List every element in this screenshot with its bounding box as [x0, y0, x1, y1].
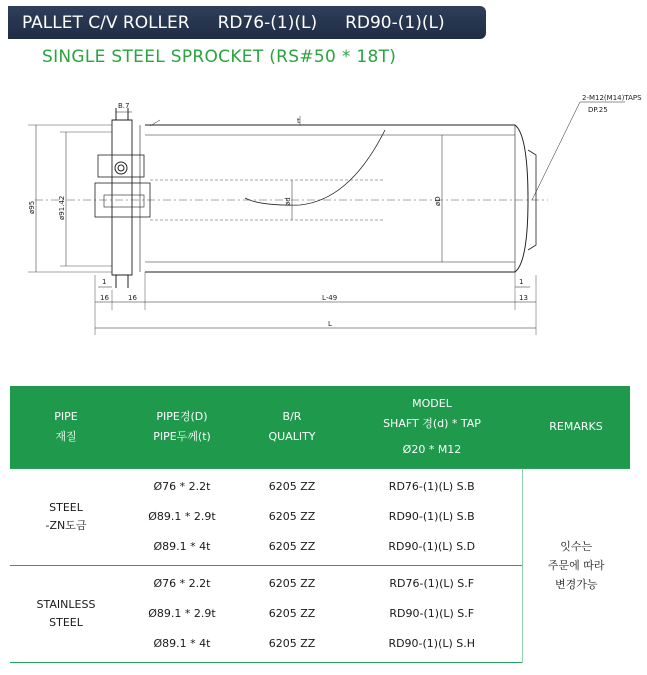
table-header-row — [10, 386, 630, 469]
dim-phi-d: ød — [284, 197, 292, 206]
subtitle: SINGLE STEEL SPROCKET (RS#50 * 18T) — [42, 47, 397, 67]
material-steel: STEEL -ZN도금 — [10, 469, 122, 566]
table-row-group-steel — [10, 469, 630, 566]
bearing-quality: 6205 ZZ — [268, 540, 316, 553]
technical-drawing — [0, 80, 647, 350]
spec-table — [10, 386, 630, 663]
pipe-size: Ø89.1 * 4t — [153, 540, 211, 553]
header-model: MODEL SHAFT 경(d) * TAP Ø20 * M12 — [342, 386, 522, 469]
dim-phi9142: ø91.42 — [58, 195, 66, 220]
dim-1-left: 1 — [102, 278, 107, 286]
bearing-quality: 6205 ZZ — [268, 577, 316, 590]
header-remarks: REMARKS — [522, 386, 630, 469]
dim-phi-D: øD — [434, 196, 442, 206]
sprocket — [112, 120, 132, 275]
dim-16b: 16 — [128, 294, 137, 302]
model-code-2: RD90-(1)(L) — [345, 12, 445, 33]
model-code-1: RD76-(1)(L) — [217, 12, 318, 33]
bearing-quality: 6205 ZZ — [268, 607, 316, 620]
model-code: RD90-(1)(L) S.B — [388, 510, 475, 523]
pipe-size: Ø76 * 2.2t — [153, 480, 211, 493]
remarks-cell: 잇수는 주문에 따라 변경가능 — [522, 469, 630, 663]
material-stainless: STAINLESS STEEL — [10, 566, 122, 663]
model-code: RD90-(1)(L) S.D — [388, 540, 476, 553]
pipe-size: Ø89.1 * 2.9t — [148, 607, 216, 620]
dim-tap: 2-M12(M14)TAPS — [582, 94, 642, 102]
pipe-size: Ø89.1 * 2.9t — [148, 510, 216, 523]
product-title: PALLET C/V ROLLER — [22, 12, 190, 33]
pipe-size: Ø76 * 2.2t — [153, 577, 211, 590]
dim-t: t — [297, 117, 300, 125]
cutaway-curve — [245, 130, 385, 205]
dim-13: 13 — [519, 294, 528, 302]
dim-l49: L-49 — [322, 294, 338, 302]
model-code: RD76-(1)(L) S.B — [388, 480, 475, 493]
header-br-quality: B/R QUALITY — [242, 386, 342, 469]
title-bar — [8, 6, 486, 39]
dim-phi95: ø95 — [28, 200, 36, 214]
header-pipe-dimension: PIPE경(D) PIPE두께(t) — [122, 386, 242, 469]
dim-depth: DP.25 — [588, 106, 608, 114]
dim-L: L — [328, 320, 332, 328]
dim-b7: B.7 — [118, 102, 130, 110]
model-code: RD90-(1)(L) S.F — [389, 607, 475, 620]
dim-16a: 16 — [100, 294, 109, 302]
dim-1-right: 1 — [519, 278, 524, 286]
bearing-quality: 6205 ZZ — [268, 510, 316, 523]
model-code: RD76-(1)(L) S.F — [389, 577, 475, 590]
sprocket-tooth — [115, 162, 127, 174]
bearing-quality: 6205 ZZ — [268, 480, 316, 493]
header-pipe: PIPE 재질 — [10, 386, 122, 469]
pipe-size: Ø89.1 * 4t — [153, 637, 211, 650]
model-code: RD90-(1)(L) S.H — [388, 637, 476, 650]
bearing-quality: 6205 ZZ — [268, 637, 316, 650]
roller-body — [145, 125, 528, 272]
